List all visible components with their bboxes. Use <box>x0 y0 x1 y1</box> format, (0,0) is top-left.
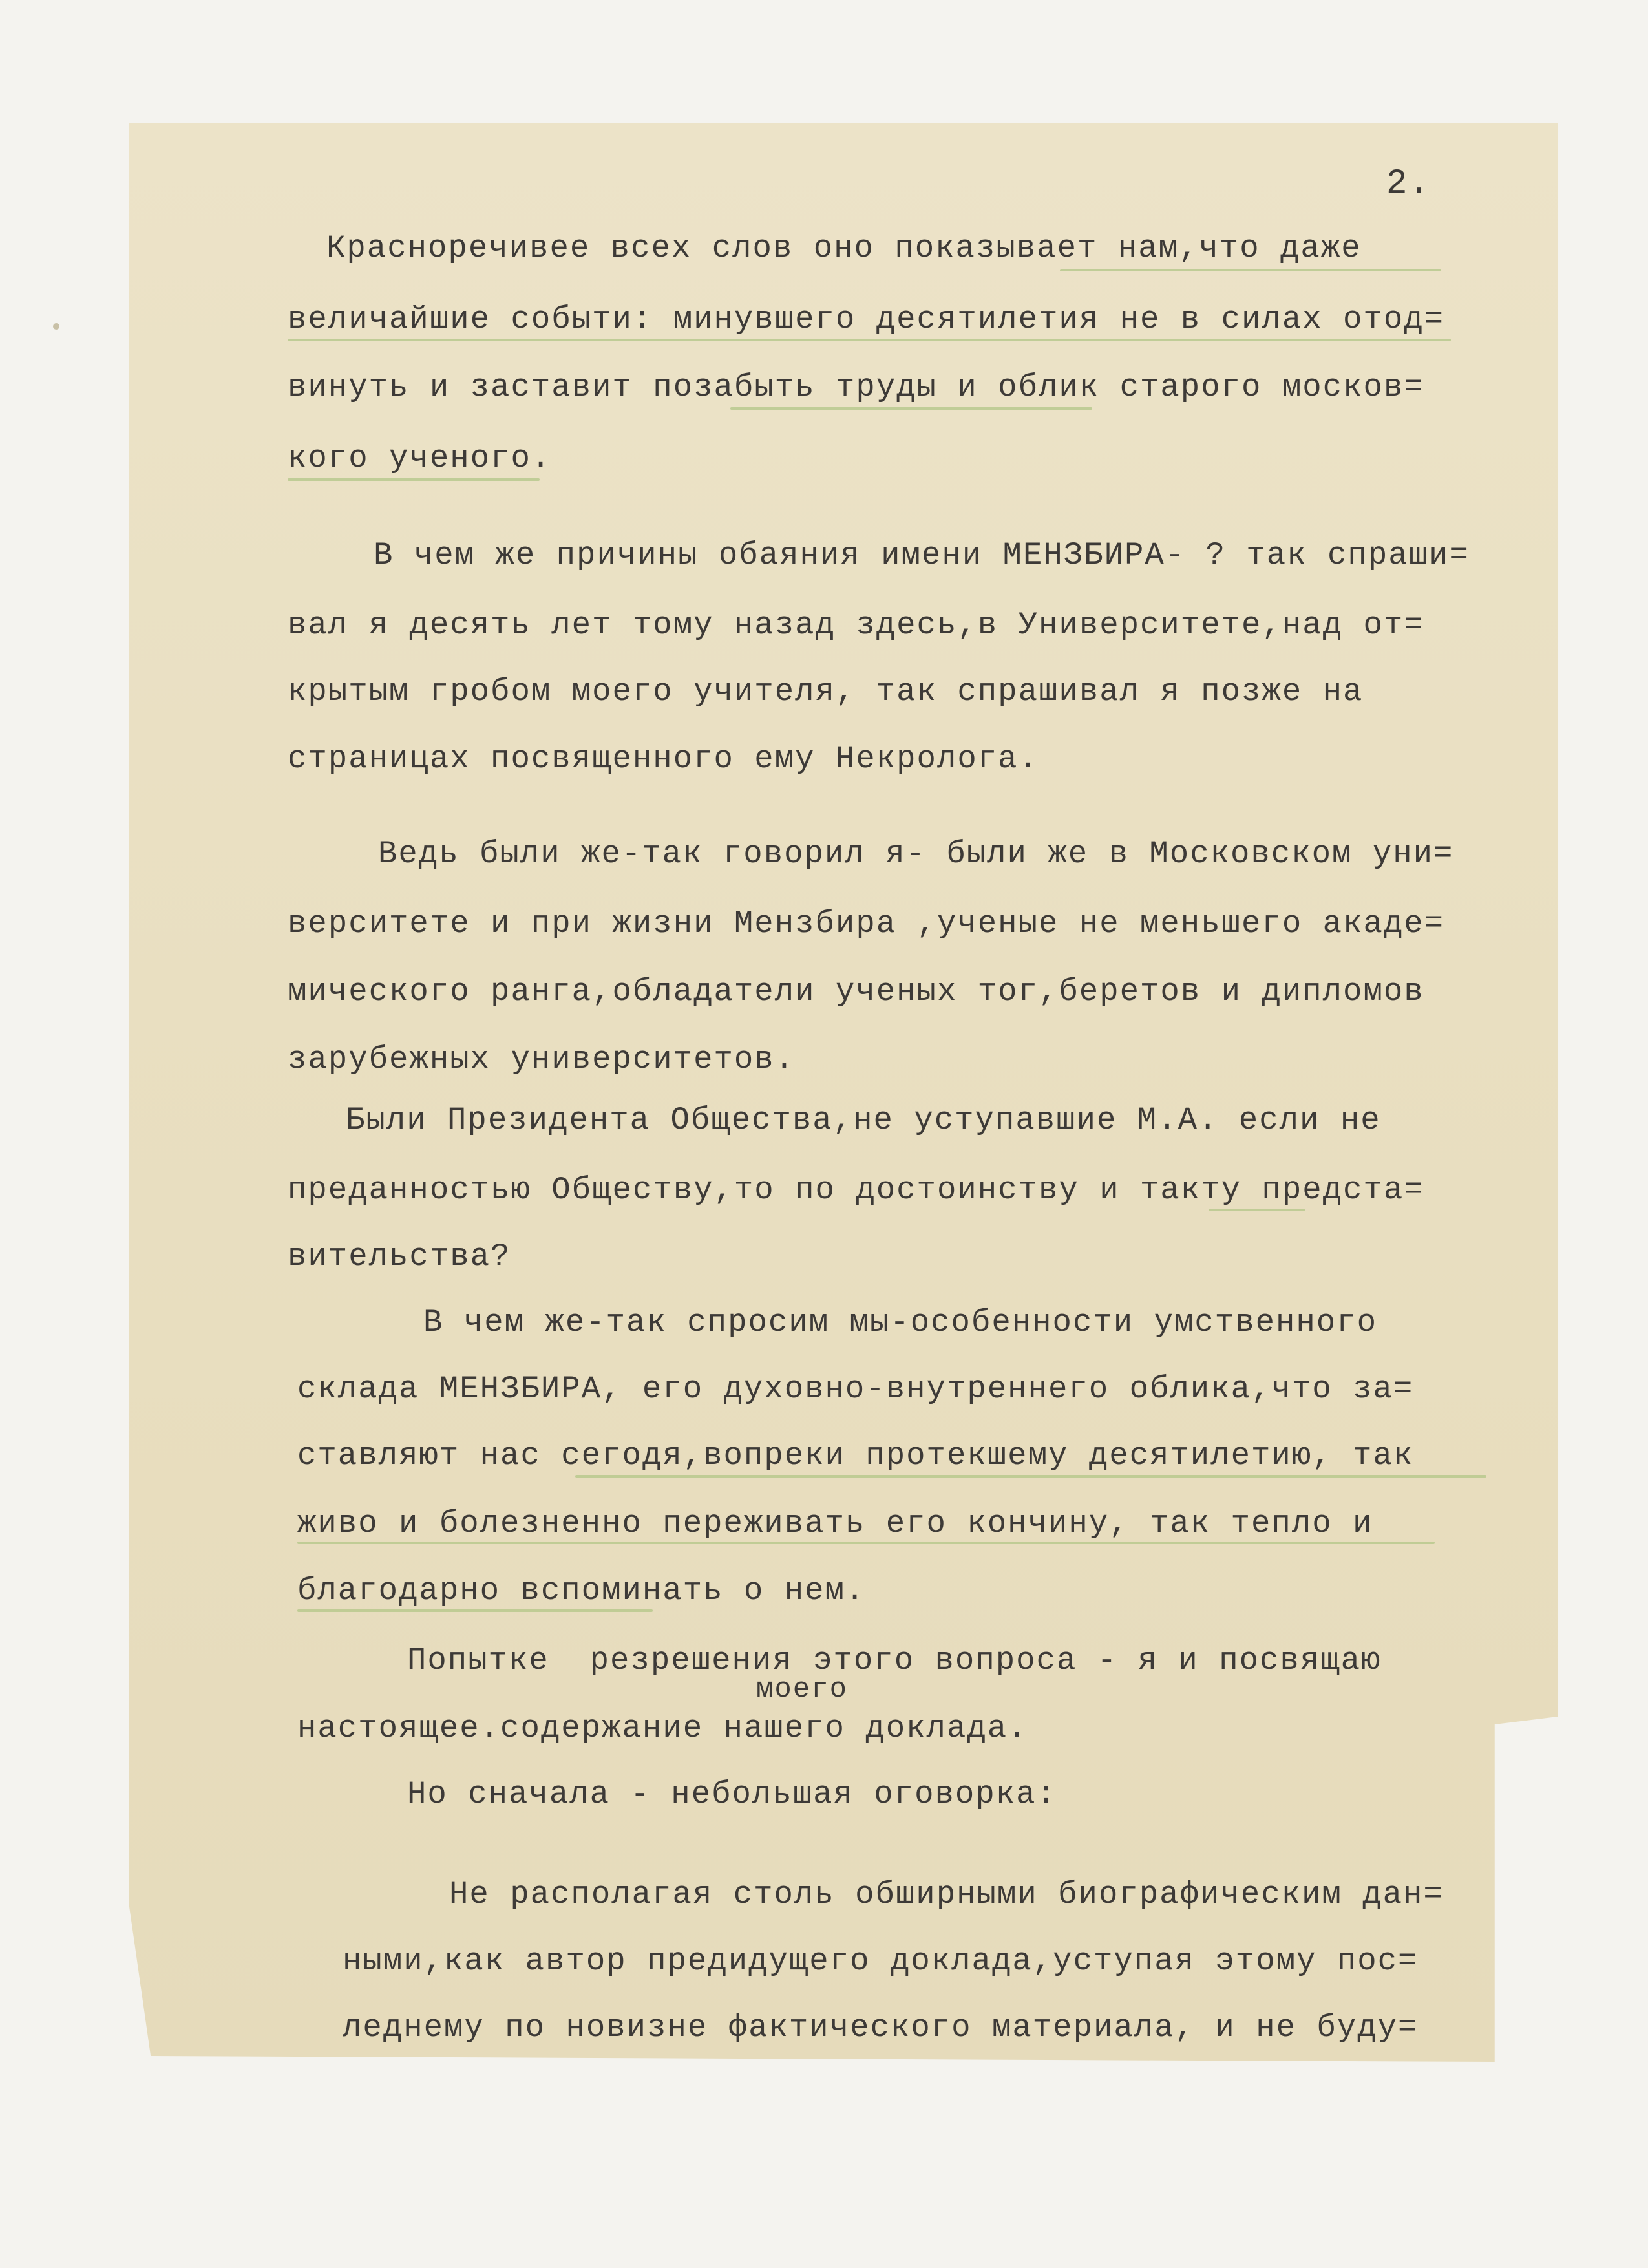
text-line: живо и болезненно переживать его кончину, так тепло и <box>297 1505 1373 1542</box>
text-line: преданностью Обществу,то по достоинству и такту предста= <box>288 1172 1424 1208</box>
text-line: ставляют нас сегодя,вопреки протекшему десятилетию, так <box>297 1437 1414 1474</box>
text-line: Но сначала - небольшая оговорка: <box>407 1776 1057 1812</box>
text-line: величайшие событи: минувшего десятилетия не в силах отод= <box>288 301 1445 337</box>
text-line: В чем же-так спросим мы-особенности умственного <box>423 1304 1378 1341</box>
text-line: вал я десять лет тому назад здесь,в Университете,над от= <box>288 607 1424 643</box>
text-line: Были Президента Общества,не уступавшие М.А. если не <box>346 1102 1381 1138</box>
text-line: мического ранга,обладатели ученых тог,беретов и дипломов <box>288 973 1424 1010</box>
text-line: зарубежных университетов. <box>288 1041 796 1077</box>
text-line: вительства? <box>288 1238 511 1275</box>
text-line: благодарно вспоминать о нем. <box>297 1573 866 1609</box>
text-line: Попытке резрешения этого вопроса - я и посвящаю <box>407 1642 1382 1679</box>
text-line: ными,как автор предидущего доклада,уступая этому пос= <box>343 1943 1419 1979</box>
margin-speck <box>53 323 59 330</box>
paper-sheet <box>129 123 1558 2062</box>
text-line: леднему по новизне фактического материала, и не буду= <box>343 2009 1419 2046</box>
text-line: Ведь были же-так говорил я- были же в Московском уни= <box>378 836 1454 872</box>
text-line: кого ученого. <box>288 440 552 476</box>
green-underline <box>288 339 1451 341</box>
text-line: Не располагая столь обширными биографическим дан= <box>449 1876 1444 1913</box>
green-underline <box>1060 269 1441 271</box>
text-line: В чем же причины обаяния имени МЕНЗБИРА- ? так спраши= <box>374 537 1470 573</box>
text-line: крытым гробом моего учителя, так спрашивал я позже на <box>288 673 1364 710</box>
green-underline <box>297 1542 1435 1544</box>
text-line: настоящее.содержание нашего доклада. <box>297 1710 1028 1746</box>
insertion-above-line: моего <box>756 1673 849 1706</box>
green-underline <box>575 1475 1486 1478</box>
green-underline <box>288 478 540 481</box>
green-underline <box>297 1609 653 1612</box>
green-underline <box>1209 1209 1305 1211</box>
page-number: 2. <box>1386 164 1431 204</box>
text-line: страницах посвященного ему Некролога. <box>288 741 1039 777</box>
green-underline <box>730 407 1092 410</box>
text-line: Красноречивее всех слов оно показывает нам,что даже <box>326 230 1362 266</box>
text-line: верситете и при жизни Мензбира ,ученые не меньшего акаде= <box>288 906 1445 942</box>
text-line: винуть и заставит позабыть труды и облик старого москов= <box>288 369 1424 405</box>
text-line: склада МЕНЗБИРА, его духовно-внутреннего облика,что за= <box>297 1371 1414 1407</box>
